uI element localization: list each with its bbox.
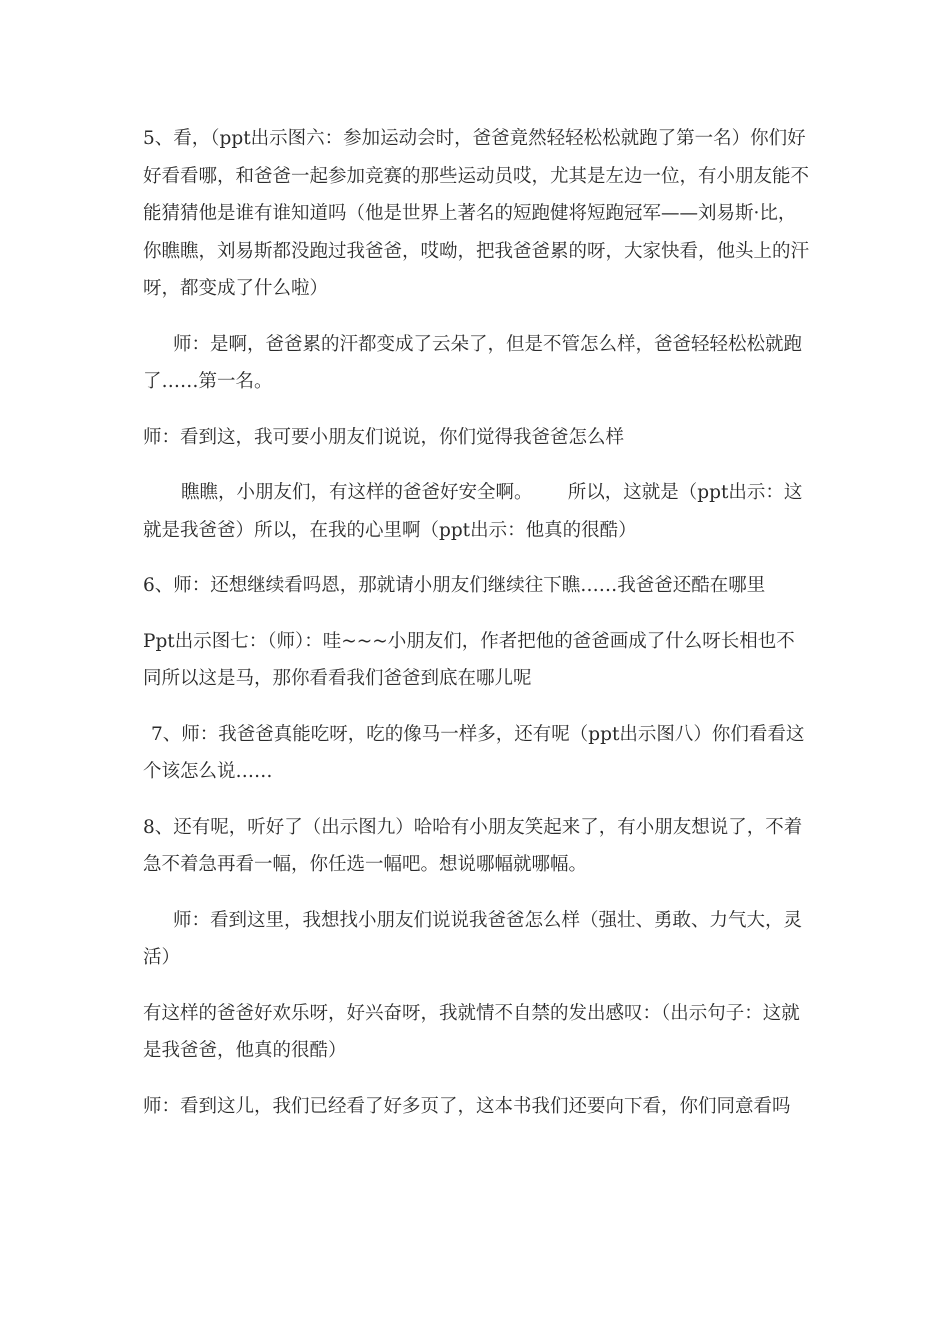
paragraph-7: 7、师：我爸爸真能吃呀，吃的像马一样多，还有呢（ppt出示图八）你们看看这个该怎么说…… [143,723,805,782]
paragraph-5: 5、看，（ppt出示图六：参加运动会时，爸爸竟然轻轻松松就跑了第一名）你们好好看看哪，和爸爸一起参加竞赛的那些运动员哎，尤其是左边一位，有小朋友能不能猜猜他是谁有谁知道吗（他是世界上著名的短跑健将短跑冠军——刘易斯·比，你瞧瞧，刘易斯都没跑过我爸爸，哎呦，把我爸爸累的呀，大家快看，他头上的汗呀，都变成了什么啦） [143,128,810,299]
paragraph-6: 6、师：还想继续看吗恩，那就请小朋友们继续往下瞧……我爸爸还酷在哪里 [143,575,766,596]
paragraph-8: 8、还有呢，听好了（出示图九）哈哈有小朋友笑起来了，有小朋友想说了，不着急不着急再看一幅，你任选一幅吧。想说哪幅就哪幅。 [143,816,803,875]
paragraph-teacher-agree: 师：看到这儿，我们已经看了好多页了，这本书我们还要向下看，你们同意看吗 [143,1095,791,1117]
paragraph-ppt-7: Ppt出示图七：（师）：哇~~~小朋友们，作者把他的爸爸画成了什么呀长相也不同所以这是马，那你看看我们爸爸到底在哪儿呢 [143,630,795,689]
paragraph-teacher-reply: 师：是啊，爸爸累的汗都变成了云朵了，但是不管怎么样，爸爸轻轻松松就跑了……第一名。 [143,333,803,392]
paragraph-teacher-question: 师：看到这，我可要小朋友们说说，你们觉得我爸爸怎么样 [143,426,625,448]
document-body [143,120,813,1143]
paragraph-teacher-here: 师：看到这里，我想找小朋友们说说我爸爸怎么样（强壮、勇敢、力气大，灵活） [143,909,803,968]
paragraph-happy: 有这样的爸爸好欢乐呀，好兴奋呀，我就情不自禁的发出感叹：（出示句子：这就是我爸爸，他真的很酷） [143,1002,800,1061]
paragraph-look: 瞧瞧，小朋友们，有这样的爸爸好安全啊。 所以，这就是（ppt出示：这就是我爸爸）所以，在我的心里啊（ppt出示：他真的很酷） [143,482,803,541]
